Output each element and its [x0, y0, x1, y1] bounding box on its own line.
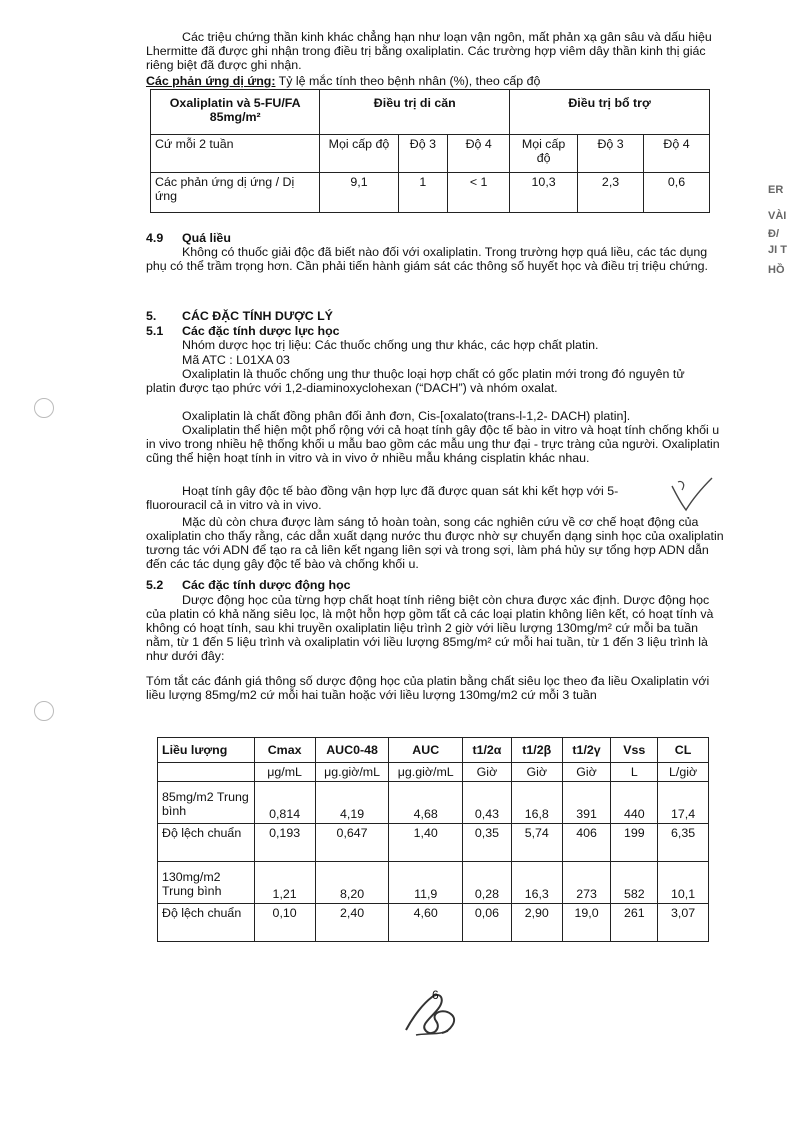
pk-table-row: 85mg/m2 Trung bình 0,814 4,19 4,68 0,43 16,8 391 440 17,4 [158, 782, 709, 824]
section-4-9-heading: 4.9 Quá liều [146, 231, 231, 245]
pk-table [157, 737, 709, 942]
allergy-label: Các phản ứng dị ứng: [146, 74, 276, 88]
signature-mark [396, 985, 466, 1045]
section-5-2-heading: 5.2 Các đặc tính dược động học [146, 578, 351, 592]
overdose-paragraph: Không có thuốc giải độc đã biết nào đối với oxaliplatin. Trong trường hợp quá liều, các tác dụng phụ có thể trầm trọng hơn. Cần phải tiến hành giám sát các thông số huyết học và điều trị triệu chứng. [146, 245, 708, 273]
pd-paragraph-1: Oxaliplatin là thuốc chống ung thư thuộc loại hợp chất có gốc platin mới trong đó nguyên tử platin được tạo phức với 1,2-diaminoxyclohexan (“DACH”) và nhóm oxalat. [146, 367, 685, 395]
stamp-fragment: ER VÀI Đ/ JI T HỒ [768, 184, 787, 276]
allergy-table-row: Cứ mỗi 2 tuần Mọi cấp độ Độ 3 Độ 4 Mọi cấp độ Độ 3 Độ 4 [151, 135, 710, 173]
header-adjuvant: Điều trị bổ trợ [510, 90, 710, 135]
allergy-caption [146, 74, 746, 88]
atc-code: Mã ATC : L01XA 03 [182, 353, 290, 367]
allergy-table-header [151, 90, 710, 135]
pd-paragraph-4: Hoạt tính gây độc tế bào đồng vận hợp lực đã được quan sát khi kết hợp với 5-fluorouracil cả in vitro và in vivo. [146, 484, 619, 512]
pk-paragraph-1: Dược động học của từng hợp chất hoạt tính riêng biệt còn chưa được xác định. Dược động học của platin có khả năng siêu lọc, là một hỗn hợp gồm tất cả các loại platin không liên kết, có hoạt tính và không có hoạt tính, sau khi truyền oxaliplatin liệu trình 2 giờ với liều lượng 130mg/m² cứ mỗi ba tuần nằm, từ 1 đến 5 liệu trình và oxaliplatin với liều lượng 85mg/m² cứ mỗi hai tuần, từ 1 đến 3 liệu trình là như dưới đây: [146, 593, 714, 663]
handwritten-tick [668, 476, 718, 520]
neuro-symptoms-paragraph: Các triệu chứng thần kinh khác chẳng hạn như loạn vận ngôn, mất phản xạ gân sâu và dấu hiệu Lhermitte đã được ghi nhận trong điều trị bằng oxaliplatin. Các trường hợp viêm dây thần kinh thị giác riêng biệt đã được ghi nhận. [146, 30, 712, 72]
allergy-table-row: Các phản ứng dị ứng / Dị ứng 9,1 1 < 1 10,3 2,3 0,6 [151, 173, 710, 213]
pk-table-units: μg/mL μg.giờ/mL μg.giờ/mL Giờ Giờ Giờ L L/giờ [158, 763, 709, 782]
punch-hole-top [34, 398, 54, 418]
pk-table-header: Liều lượng Cmax AUC0-48 AUC t1/2α t1/2β t1/2γ Vss CL [158, 738, 709, 763]
header-metastatic: Điều trị di căn [320, 90, 510, 135]
page-number: 6 [432, 988, 439, 1002]
allergy-caption-text: Tỷ lệ mắc tính theo bệnh nhân (%), theo cấp độ [275, 74, 541, 88]
pd-paragraph-5: Mặc dù còn chưa được làm sáng tỏ hoàn toàn, song các nghiên cứu về cơ chế hoạt động của oxaliplatin cho thấy rằng, các dẫn xuất dạng nước thu được nhờ sự chuyển dạng sinh học của oxaliplatin tương tác với ADN để tạo ra cả liên kết ngang liên sợi và trong sợi, làm phá hủy sự tổng hợp ADN dẫn đến các tác dụng gây độc tế bào và chống khối u. [146, 515, 724, 571]
section-5-heading: 5. CÁC ĐẶC TÍNH DƯỢC LÝ [146, 309, 333, 323]
punch-hole-bottom [34, 701, 54, 721]
pd-paragraph-2: Oxaliplatin là chất đồng phân đối ảnh đơn, Cis-[oxalato(trans-l-1,2- DACH) platin]. [182, 409, 631, 423]
pharmacotherapeutic-group: Nhóm dược học trị liệu: Các thuốc chống ung thư khác, các hợp chất platin. [182, 338, 599, 352]
allergy-table [150, 89, 710, 213]
header-regimen: Oxaliplatin và 5-FU/FA 85mg/m² [151, 90, 320, 135]
pk-table-row: 130mg/m2 Trung bình 1,21 8,20 11,9 0,28 16,3 273 582 10,1 [158, 862, 709, 904]
pk-table-row: Độ lệch chuẩn 0,10 2,40 4,60 0,06 2,90 19,0 261 3,07 [158, 904, 709, 942]
section-5-1-heading: 5.1 Các đặc tính dược lực học [146, 324, 340, 338]
pd-paragraph-3: Oxaliplatin thể hiện một phổ rộng với cả hoạt tính gây độc tế bào in vitro và hoạt tính chống khối u in vivo trong nhiều hệ thống khối u mẫu bao gồm các mẫu ung thư đại - trực tràng của người. Oxaliplatin cũng thể hiện hoạt tính in vitro và in vivo ở nhiều mẫu kháng cisplatin khác nhau. [146, 423, 720, 465]
pk-paragraph-2: Tóm tắt các đánh giá thông số dược động học của platin bằng chất siêu lọc theo đa liều Oxaliplatin với liều lượng 85mg/m2 cứ mỗi hai tuần hoặc với liều lượng 130mg/m2 cứ mỗi 3 tuần [146, 674, 710, 702]
pk-table-row: Độ lệch chuẩn 0,193 0,647 1,40 0,35 5,74 406 199 6,35 [158, 824, 709, 862]
